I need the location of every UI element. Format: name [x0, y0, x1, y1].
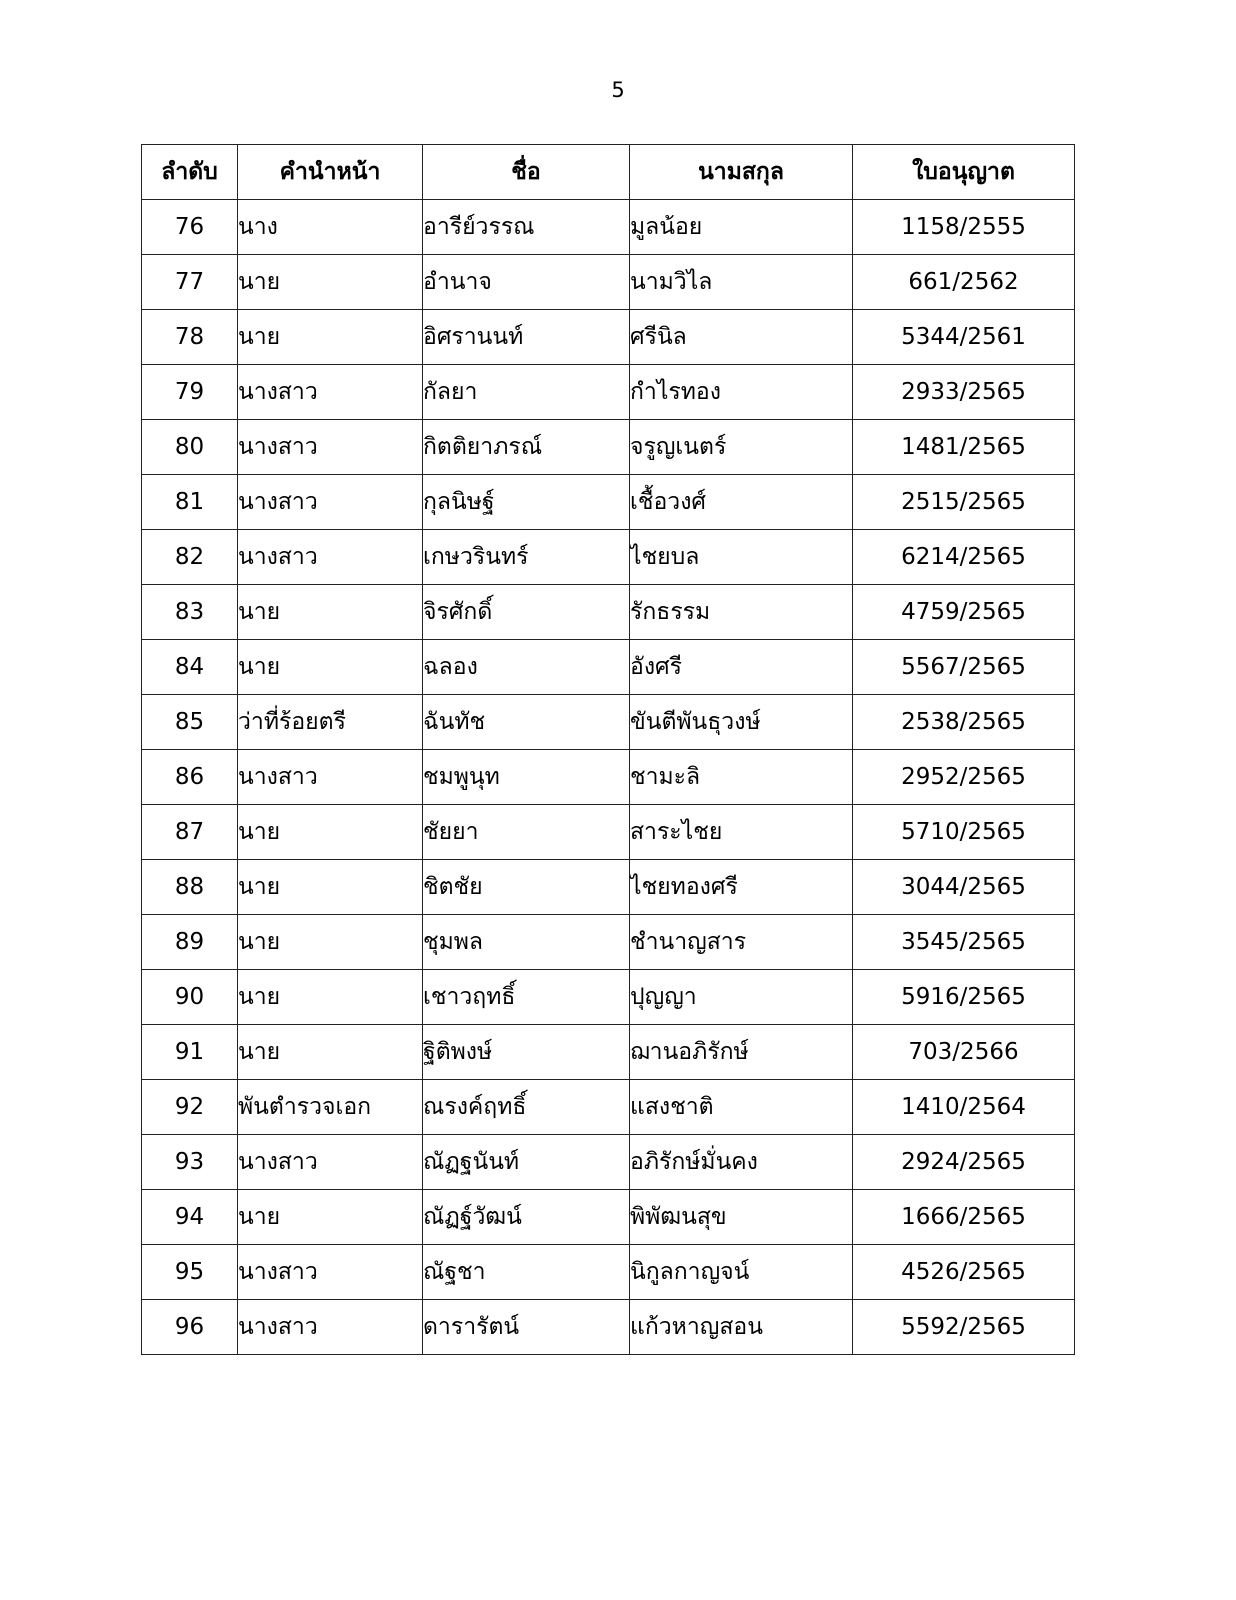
cell-number: 81 — [142, 475, 238, 530]
cell-last-name: อังศรี — [630, 640, 853, 695]
cell-number: 87 — [142, 805, 238, 860]
table-row — [142, 310, 1075, 365]
cell-prefix: นาย — [238, 1190, 423, 1245]
cell-prefix: นาย — [238, 860, 423, 915]
cell-prefix: นาง — [238, 200, 423, 255]
table-row — [142, 1025, 1075, 1080]
cell-license: 1481/2565 — [853, 420, 1075, 475]
cell-first-name: อารีย์วรรณ — [423, 200, 630, 255]
cell-last-name: ไชยทองศรี — [630, 860, 853, 915]
cell-prefix: นางสาว — [238, 1300, 423, 1355]
cell-license: 3545/2565 — [853, 915, 1075, 970]
cell-prefix: นางสาว — [238, 1135, 423, 1190]
cell-number: 82 — [142, 530, 238, 585]
cell-number: 88 — [142, 860, 238, 915]
cell-number: 77 — [142, 255, 238, 310]
cell-prefix: นาย — [238, 310, 423, 365]
cell-license: 5710/2565 — [853, 805, 1075, 860]
cell-first-name: ชุมพล — [423, 915, 630, 970]
cell-first-name: ดารารัตน์ — [423, 1300, 630, 1355]
cell-first-name: กิตติยาภรณ์ — [423, 420, 630, 475]
cell-last-name: ชำนาญสาร — [630, 915, 853, 970]
cell-prefix: นางสาว — [238, 475, 423, 530]
cell-number: 93 — [142, 1135, 238, 1190]
cell-last-name: พิพัฒนสุข — [630, 1190, 853, 1245]
table-row — [142, 475, 1075, 530]
table-row — [142, 695, 1075, 750]
table-header-row — [142, 145, 1075, 200]
cell-number: 85 — [142, 695, 238, 750]
cell-first-name: ฉลอง — [423, 640, 630, 695]
cell-license: 5592/2565 — [853, 1300, 1075, 1355]
cell-license: 5344/2561 — [853, 310, 1075, 365]
cell-last-name: รักธรรม — [630, 585, 853, 640]
cell-last-name: ชามะลิ — [630, 750, 853, 805]
header-prefix: คำนำหน้า — [238, 145, 423, 200]
cell-number: 90 — [142, 970, 238, 1025]
table-row — [142, 1245, 1075, 1300]
table-row — [142, 640, 1075, 695]
cell-first-name: ชัยยา — [423, 805, 630, 860]
cell-first-name: ฐิติพงษ์ — [423, 1025, 630, 1080]
cell-prefix: นางสาว — [238, 530, 423, 585]
cell-first-name: เชาวฤทธิ์ — [423, 970, 630, 1025]
cell-number: 78 — [142, 310, 238, 365]
cell-license: 4526/2565 — [853, 1245, 1075, 1300]
cell-last-name: สาระไชย — [630, 805, 853, 860]
cell-number: 95 — [142, 1245, 238, 1300]
cell-prefix: นางสาว — [238, 1245, 423, 1300]
table-row — [142, 860, 1075, 915]
cell-first-name: ฉันทัช — [423, 695, 630, 750]
cell-first-name: ณรงค์ฤทธิ์ — [423, 1080, 630, 1135]
cell-last-name: แสงชาติ — [630, 1080, 853, 1135]
cell-prefix: นางสาว — [238, 750, 423, 805]
cell-first-name: จิรศักดิ์ — [423, 585, 630, 640]
cell-prefix: นาย — [238, 255, 423, 310]
cell-license: 1158/2555 — [853, 200, 1075, 255]
cell-number: 96 — [142, 1300, 238, 1355]
cell-number: 84 — [142, 640, 238, 695]
cell-prefix: นาย — [238, 970, 423, 1025]
cell-last-name: ขันตีพันธุวงษ์ — [630, 695, 853, 750]
cell-number: 83 — [142, 585, 238, 640]
table-row — [142, 1135, 1075, 1190]
cell-prefix: นาย — [238, 640, 423, 695]
table-row — [142, 200, 1075, 255]
cell-prefix: พันตำรวจเอก — [238, 1080, 423, 1135]
cell-first-name: กุลนิษฐ์ — [423, 475, 630, 530]
page-number: 5 — [611, 78, 625, 102]
cell-first-name: ณัฏฐ์วัฒน์ — [423, 1190, 630, 1245]
cell-first-name: อิศรานนท์ — [423, 310, 630, 365]
cell-license: 6214/2565 — [853, 530, 1075, 585]
cell-prefix: นาย — [238, 915, 423, 970]
table-row — [142, 585, 1075, 640]
cell-last-name: ศรีนิล — [630, 310, 853, 365]
cell-first-name: กัลยา — [423, 365, 630, 420]
table-row — [142, 915, 1075, 970]
cell-license: 2924/2565 — [853, 1135, 1075, 1190]
header-number: ลำดับ — [142, 145, 238, 200]
roster-table — [141, 144, 1075, 1355]
table-row — [142, 530, 1075, 585]
cell-license: 3044/2565 — [853, 860, 1075, 915]
cell-license: 703/2566 — [853, 1025, 1075, 1080]
cell-last-name: ไชยบล — [630, 530, 853, 585]
cell-license: 1410/2564 — [853, 1080, 1075, 1135]
cell-last-name: มูลน้อย — [630, 200, 853, 255]
cell-number: 89 — [142, 915, 238, 970]
table-body — [142, 200, 1075, 1355]
cell-first-name: ณัฏฐนันท์ — [423, 1135, 630, 1190]
cell-license: 2952/2565 — [853, 750, 1075, 805]
cell-prefix: นาย — [238, 805, 423, 860]
cell-license: 2933/2565 — [853, 365, 1075, 420]
table-row — [142, 750, 1075, 805]
cell-license: 4759/2565 — [853, 585, 1075, 640]
cell-last-name: แก้วหาญสอน — [630, 1300, 853, 1355]
table-row — [142, 970, 1075, 1025]
cell-number: 80 — [142, 420, 238, 475]
table-row — [142, 1190, 1075, 1245]
cell-first-name: ชิตชัย — [423, 860, 630, 915]
cell-prefix: นาย — [238, 1025, 423, 1080]
cell-last-name: ปุญญา — [630, 970, 853, 1025]
table-row — [142, 255, 1075, 310]
cell-last-name: จรูญเนตร์ — [630, 420, 853, 475]
cell-first-name: ชมพูนุท — [423, 750, 630, 805]
cell-last-name: นิกูลกาญจน์ — [630, 1245, 853, 1300]
cell-license: 661/2562 — [853, 255, 1075, 310]
cell-license: 2515/2565 — [853, 475, 1075, 530]
cell-last-name: กำไรทอง — [630, 365, 853, 420]
cell-number: 79 — [142, 365, 238, 420]
cell-number: 86 — [142, 750, 238, 805]
cell-number: 92 — [142, 1080, 238, 1135]
table-row — [142, 420, 1075, 475]
table-row — [142, 1080, 1075, 1135]
cell-first-name: เกษวรินทร์ — [423, 530, 630, 585]
table-row — [142, 805, 1075, 860]
cell-last-name: อภิรักษ์มั่นคง — [630, 1135, 853, 1190]
cell-prefix: นางสาว — [238, 420, 423, 475]
cell-prefix: นาย — [238, 585, 423, 640]
table-row — [142, 1300, 1075, 1355]
header-last-name: นามสกุล — [630, 145, 853, 200]
cell-number: 91 — [142, 1025, 238, 1080]
cell-last-name: เชื้อวงศ์ — [630, 475, 853, 530]
header-first-name: ชื่อ — [423, 145, 630, 200]
cell-first-name: ณัฐชา — [423, 1245, 630, 1300]
header-license: ใบอนุญาต — [853, 145, 1075, 200]
cell-last-name: นามวิไล — [630, 255, 853, 310]
table-row — [142, 365, 1075, 420]
cell-license: 2538/2565 — [853, 695, 1075, 750]
cell-prefix: ว่าที่ร้อยตรี — [238, 695, 423, 750]
cell-license: 1666/2565 — [853, 1190, 1075, 1245]
cell-number: 94 — [142, 1190, 238, 1245]
cell-number: 76 — [142, 200, 238, 255]
cell-license: 5916/2565 — [853, 970, 1075, 1025]
cell-last-name: ฌานอภิรักษ์ — [630, 1025, 853, 1080]
cell-prefix: นางสาว — [238, 365, 423, 420]
cell-license: 5567/2565 — [853, 640, 1075, 695]
cell-first-name: อำนาจ — [423, 255, 630, 310]
